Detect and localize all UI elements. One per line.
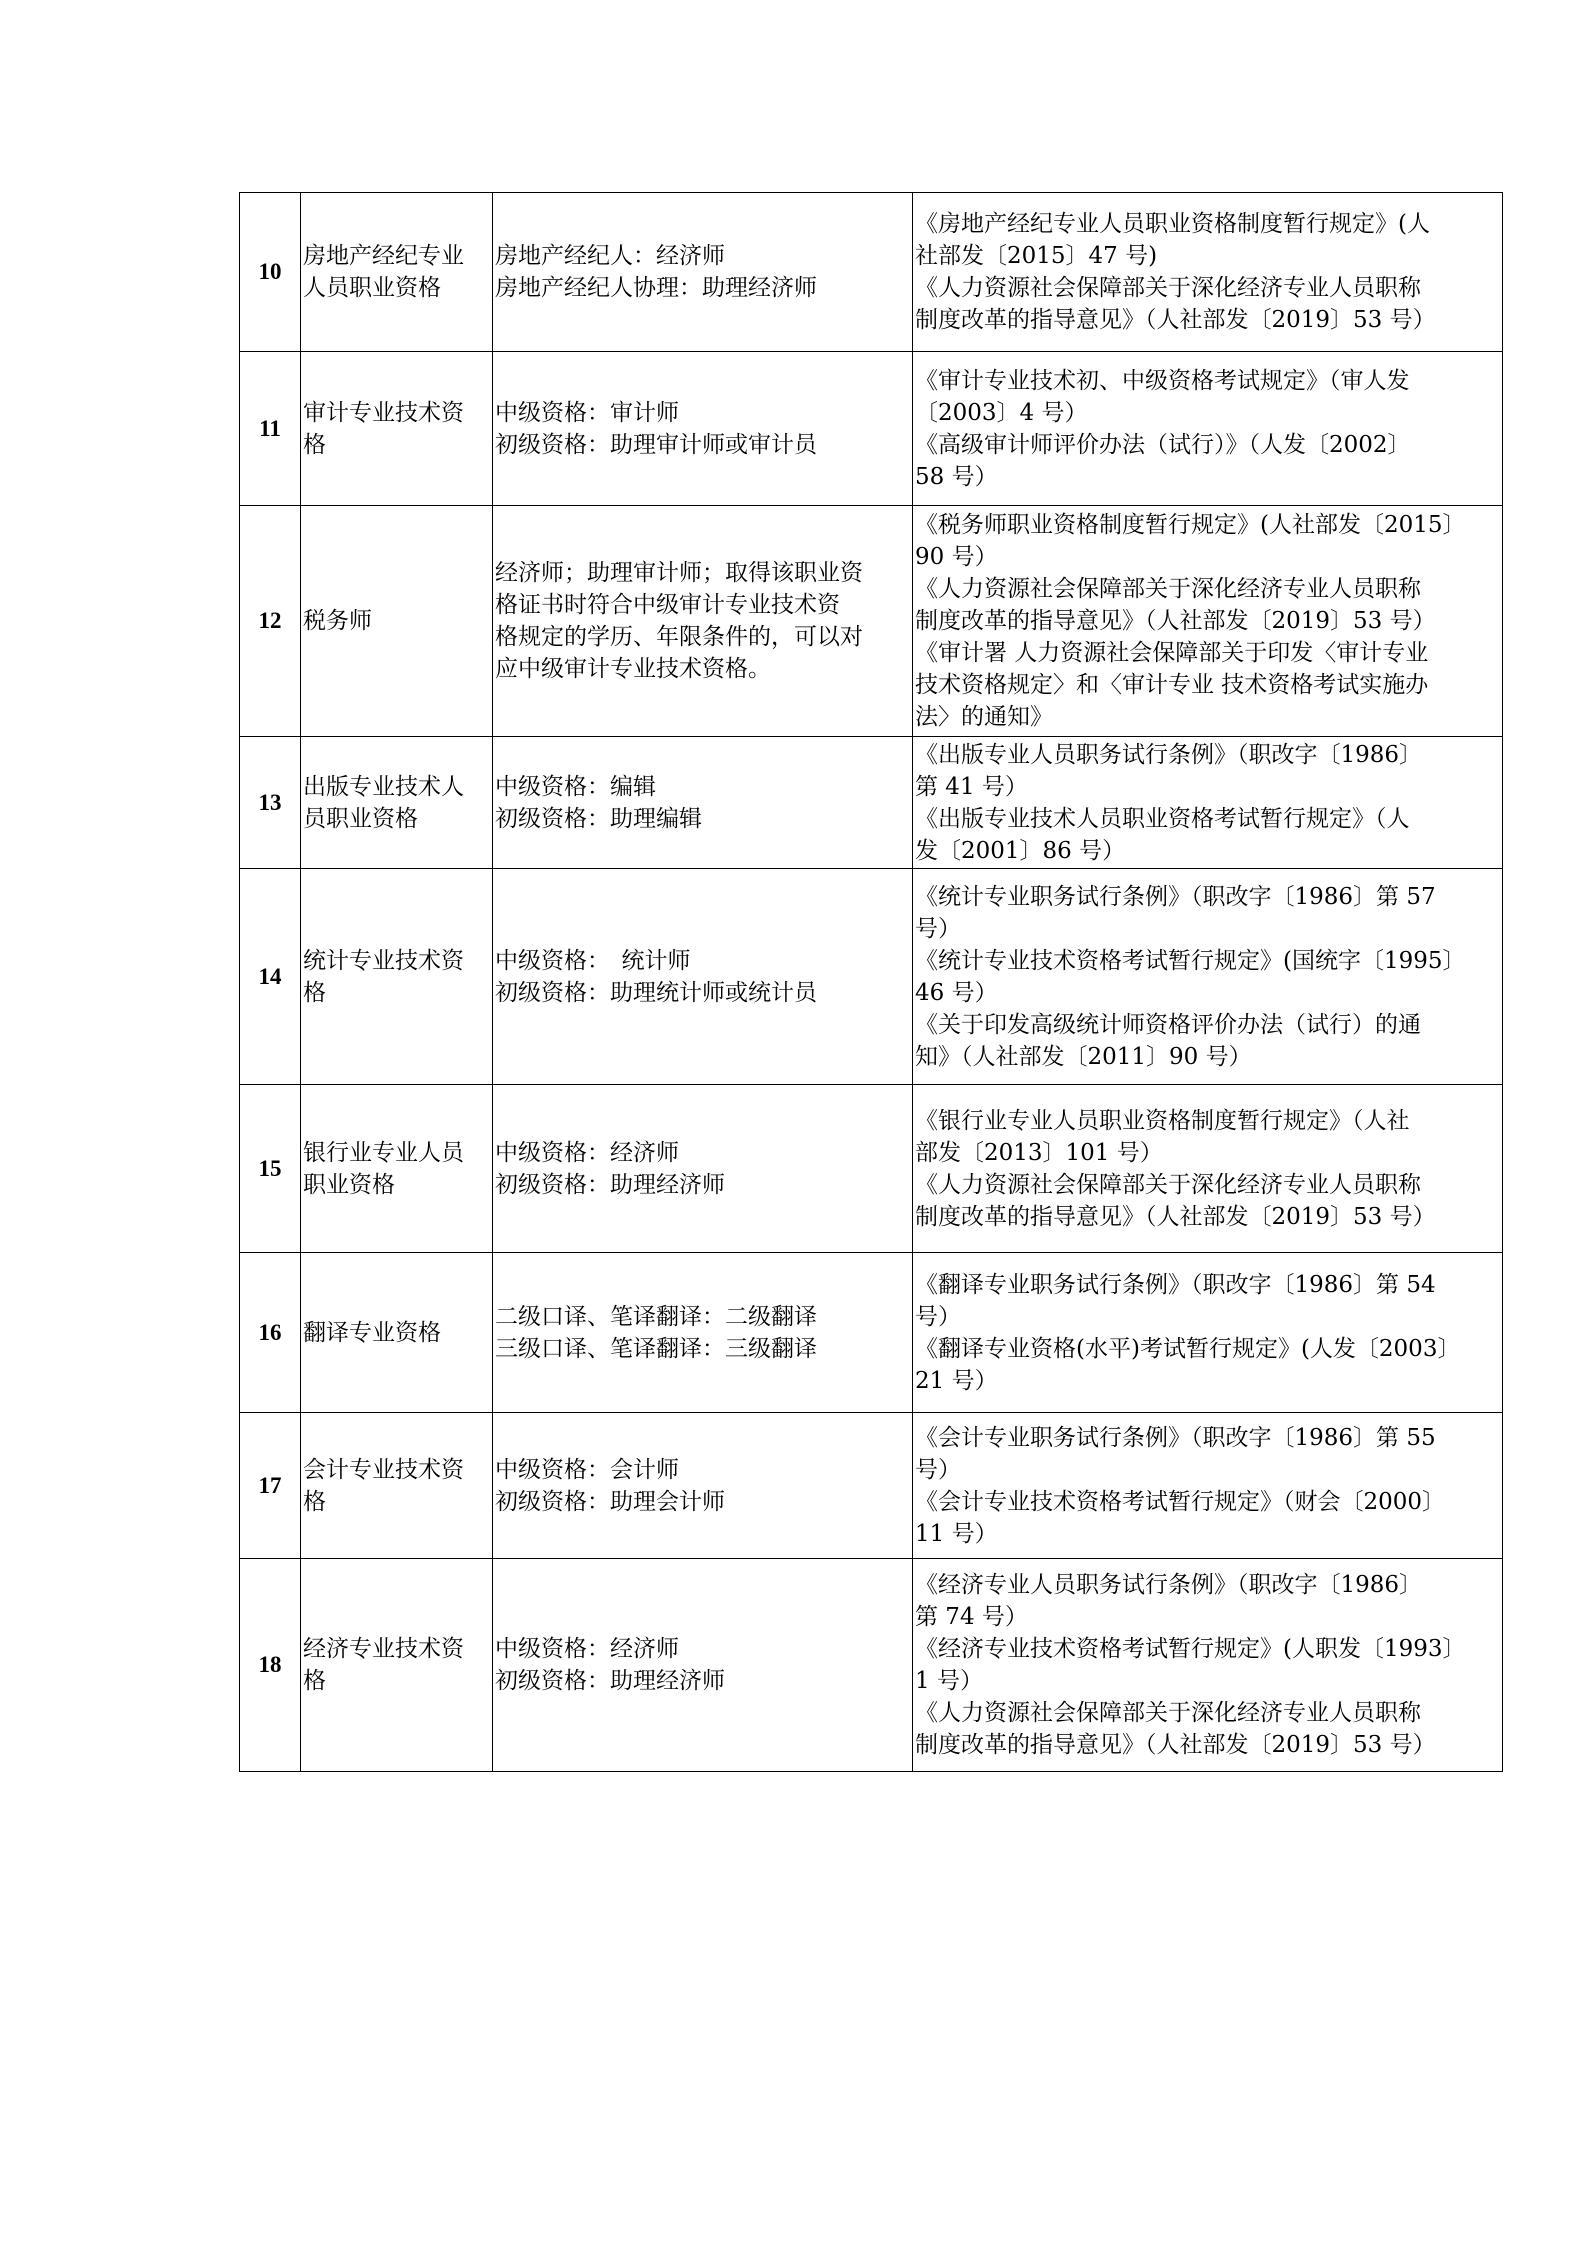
policy-basis-line: 《经济专业技术资格考试暂行规定》(人职发〔1993〕 bbox=[915, 1636, 1466, 1662]
qualification-level-line: 中级资格：审计师 bbox=[495, 399, 679, 426]
row-number: 14 bbox=[240, 869, 301, 1085]
qualification-level-line: 三级口译、笔译翻译：三级翻译 bbox=[495, 1335, 817, 1362]
policy-basis-line: 社部发〔2015〕47 号) bbox=[915, 243, 1158, 269]
qualification-table-body bbox=[240, 193, 1503, 1772]
policy-basis-line: 58 号） bbox=[915, 463, 998, 490]
policy-basis-line: 制度改革的指导意见》（人社部发〔2019〕53 号） bbox=[915, 1203, 1436, 1230]
qualification-name bbox=[301, 1085, 493, 1253]
policy-basis-line: 《房地产经纪专业人员职业资格制度暂行规定》(人 bbox=[915, 211, 1430, 237]
qualification-name bbox=[301, 352, 493, 506]
qualification-level-line: 中级资格：会计师 bbox=[495, 1456, 679, 1483]
policy-basis bbox=[913, 1559, 1503, 1772]
qualification-level-line: 初级资格：助理编辑 bbox=[495, 805, 702, 832]
policy-basis-line: 〔2003〕4 号） bbox=[915, 399, 1088, 426]
qualification-level-line: 房地产经纪人协理：助理经济师 bbox=[495, 275, 817, 301]
qualification-level-line: 中级资格：经济师 bbox=[495, 1139, 679, 1166]
policy-basis-line: 第 41 号） bbox=[915, 773, 1028, 800]
qualification-name-line: 人员职业资格 bbox=[303, 275, 441, 301]
qualification-name bbox=[301, 506, 493, 737]
policy-basis-line: 90 号） bbox=[915, 544, 998, 570]
qualification-level-line: 中级资格：经济师 bbox=[495, 1636, 679, 1662]
policy-basis-line: 《高级审计师评价办法（试行）》（人发〔2002〕 bbox=[915, 431, 1411, 458]
qualification-name bbox=[301, 1413, 493, 1559]
qualification-name-line: 出版专业技术人 bbox=[303, 773, 464, 800]
qualification-level-line: 二级口译、笔译翻译：二级翻译 bbox=[495, 1303, 817, 1330]
policy-basis-line: 《统计专业技术资格考试暂行规定》(国统字〔1995〕 bbox=[915, 947, 1466, 974]
policy-basis-line: 号） bbox=[915, 915, 961, 942]
qualification-level-line: 初级资格：助理经济师 bbox=[495, 1668, 725, 1694]
table-row bbox=[240, 352, 1503, 506]
policy-basis-line: 《人力资源社会保障部关于深化经济专业人员职称 bbox=[915, 576, 1421, 602]
policy-basis-line: 《出版专业技术人员职业资格考试暂行规定》（人 bbox=[915, 805, 1410, 832]
policy-basis-line: 11 号） bbox=[915, 1520, 998, 1547]
policy-basis-line: 法〉的通知》 bbox=[915, 704, 1053, 730]
table-row bbox=[240, 737, 1503, 869]
qualification-name-line: 会计专业技术资 bbox=[303, 1456, 464, 1483]
policy-basis-line: 技术资格规定〉和〈审计专业 技术资格考试实施办 bbox=[915, 672, 1429, 698]
qualification-name-line: 房地产经纪专业 bbox=[303, 243, 464, 269]
qualification-level-line: 中级资格： 统计师 bbox=[495, 947, 691, 974]
policy-basis bbox=[913, 1253, 1503, 1413]
policy-basis-line: 《税务师职业资格制度暂行规定》(人社部发〔2015〕 bbox=[915, 512, 1466, 538]
policy-basis bbox=[913, 352, 1503, 506]
qualification-level bbox=[493, 869, 913, 1085]
row-number: 13 bbox=[240, 737, 301, 869]
qualification-level bbox=[493, 1085, 913, 1253]
qualification-level-line: 应中级审计专业技术资格。 bbox=[495, 656, 771, 682]
policy-basis bbox=[913, 737, 1503, 869]
qualification-level bbox=[493, 352, 913, 506]
table-row bbox=[240, 193, 1503, 352]
qualification-name-line: 职业资格 bbox=[303, 1171, 395, 1198]
qualification-name-line: 格 bbox=[303, 1488, 326, 1515]
policy-basis-line: 部发〔2013〕101 号） bbox=[915, 1139, 1163, 1166]
table-row bbox=[240, 1559, 1503, 1772]
qualification-level-line: 格规定的学历、年限条件的，可以对 bbox=[495, 624, 863, 650]
policy-basis-line: 《会计专业职务试行条例》（职改字〔1986〕第 55 bbox=[915, 1424, 1436, 1451]
table-row bbox=[240, 1413, 1503, 1559]
qualification-name-line: 翻译专业资格 bbox=[303, 1319, 441, 1346]
qualification-level bbox=[493, 193, 913, 352]
policy-basis bbox=[913, 193, 1503, 352]
row-number: 18 bbox=[240, 1559, 301, 1772]
policy-basis-line: 号） bbox=[915, 1303, 961, 1330]
policy-basis-line: 46 号） bbox=[915, 979, 998, 1006]
row-number: 17 bbox=[240, 1413, 301, 1559]
qualification-level bbox=[493, 737, 913, 869]
row-number: 16 bbox=[240, 1253, 301, 1413]
policy-basis-line: 《关于印发高级统计师资格评价办法（试行）的通 bbox=[915, 1011, 1421, 1038]
qualification-level-line: 中级资格：编辑 bbox=[495, 773, 656, 800]
policy-basis-line: 《审计署 人力资源社会保障部关于印发〈审计专业 bbox=[915, 640, 1429, 666]
qualification-name-line: 格 bbox=[303, 979, 326, 1006]
qualification-name bbox=[301, 1559, 493, 1772]
policy-basis-line: 《银行业专业人员职业资格制度暂行规定》（人社 bbox=[915, 1107, 1410, 1134]
qualification-name-line: 员职业资格 bbox=[303, 805, 418, 832]
policy-basis-line: 《人力资源社会保障部关于深化经济专业人员职称 bbox=[915, 1171, 1421, 1198]
qualification-name-line: 审计专业技术资 bbox=[303, 399, 464, 426]
qualification-level-line: 初级资格：助理审计师或审计员 bbox=[495, 431, 817, 458]
row-number: 15 bbox=[240, 1085, 301, 1253]
table-row bbox=[240, 869, 1503, 1085]
table-row bbox=[240, 506, 1503, 737]
policy-basis-line: 《翻译专业资格(水平)考试暂行规定》(人发〔2003〕 bbox=[915, 1335, 1461, 1362]
policy-basis-line: 制度改革的指导意见》（人社部发〔2019〕53 号） bbox=[915, 1732, 1436, 1758]
policy-basis bbox=[913, 1085, 1503, 1253]
policy-basis bbox=[913, 506, 1503, 737]
qualification-name-line: 经济专业技术资 bbox=[303, 1636, 464, 1662]
policy-basis-line: 号） bbox=[915, 1456, 961, 1483]
table-row bbox=[240, 1253, 1503, 1413]
qualification-level-line: 初级资格：助理经济师 bbox=[495, 1171, 725, 1198]
policy-basis-line: 《会计专业技术资格考试暂行规定》（财会〔2000〕 bbox=[915, 1488, 1446, 1515]
qualification-name-line: 统计专业技术资 bbox=[303, 947, 464, 974]
policy-basis-line: 知》（人社部发〔2011〕90 号） bbox=[915, 1043, 1252, 1070]
policy-basis bbox=[913, 1413, 1503, 1559]
policy-basis-line: 1 号） bbox=[915, 1668, 983, 1694]
row-number: 10 bbox=[240, 193, 301, 352]
policy-basis-line: 21 号） bbox=[915, 1367, 998, 1394]
row-number: 11 bbox=[240, 352, 301, 506]
policy-basis-line: 制度改革的指导意见》（人社部发〔2019〕53 号） bbox=[915, 608, 1436, 634]
qualification-name-line: 格 bbox=[303, 431, 326, 458]
table-row bbox=[240, 1085, 1503, 1253]
qualification-name-line: 银行业专业人员 bbox=[303, 1139, 464, 1166]
qualification-name-line: 税务师 bbox=[303, 608, 372, 634]
policy-basis-line: 《审计专业技术初、中级资格考试规定》（审人发 bbox=[915, 367, 1410, 394]
qualification-name bbox=[301, 737, 493, 869]
qualification-level-line: 初级资格：助理会计师 bbox=[495, 1488, 725, 1515]
qualification-level bbox=[493, 1413, 913, 1559]
qualification-name-line: 格 bbox=[303, 1668, 326, 1694]
qualification-name bbox=[301, 1253, 493, 1413]
qualification-level-line: 初级资格：助理统计师或统计员 bbox=[495, 979, 817, 1006]
qualification-level-line: 房地产经纪人：经济师 bbox=[495, 243, 725, 269]
row-number: 12 bbox=[240, 506, 301, 737]
policy-basis bbox=[913, 869, 1503, 1085]
qualification-level-line: 经济师；助理审计师；取得该职业资 bbox=[495, 560, 863, 586]
qualification-level bbox=[493, 506, 913, 737]
policy-basis-line: 《翻译专业职务试行条例》（职改字〔1986〕第 54 bbox=[915, 1271, 1436, 1298]
qualification-level bbox=[493, 1253, 913, 1413]
policy-basis-line: 《人力资源社会保障部关于深化经济专业人员职称 bbox=[915, 1700, 1421, 1726]
qualification-level bbox=[493, 1559, 913, 1772]
policy-basis-line: 发〔2001〕86 号） bbox=[915, 837, 1126, 864]
qualification-name bbox=[301, 869, 493, 1085]
policy-basis-line: 制度改革的指导意见》（人社部发〔2019〕53 号） bbox=[915, 307, 1436, 333]
qualification-level-line: 格证书时符合中级审计专业技术资 bbox=[495, 592, 840, 618]
policy-basis-line: 《人力资源社会保障部关于深化经济专业人员职称 bbox=[915, 275, 1421, 301]
qualification-table bbox=[239, 192, 1503, 1772]
policy-basis-line: 《经济专业人员职务试行条例》（职改字〔1986〕 bbox=[915, 1572, 1423, 1598]
qualification-name bbox=[301, 193, 493, 352]
policy-basis-line: 《出版专业人员职务试行条例》（职改字〔1986〕 bbox=[915, 741, 1423, 768]
policy-basis-line: 《统计专业职务试行条例》（职改字〔1986〕第 57 bbox=[915, 883, 1436, 910]
policy-basis-line: 第 74 号） bbox=[915, 1604, 1028, 1630]
